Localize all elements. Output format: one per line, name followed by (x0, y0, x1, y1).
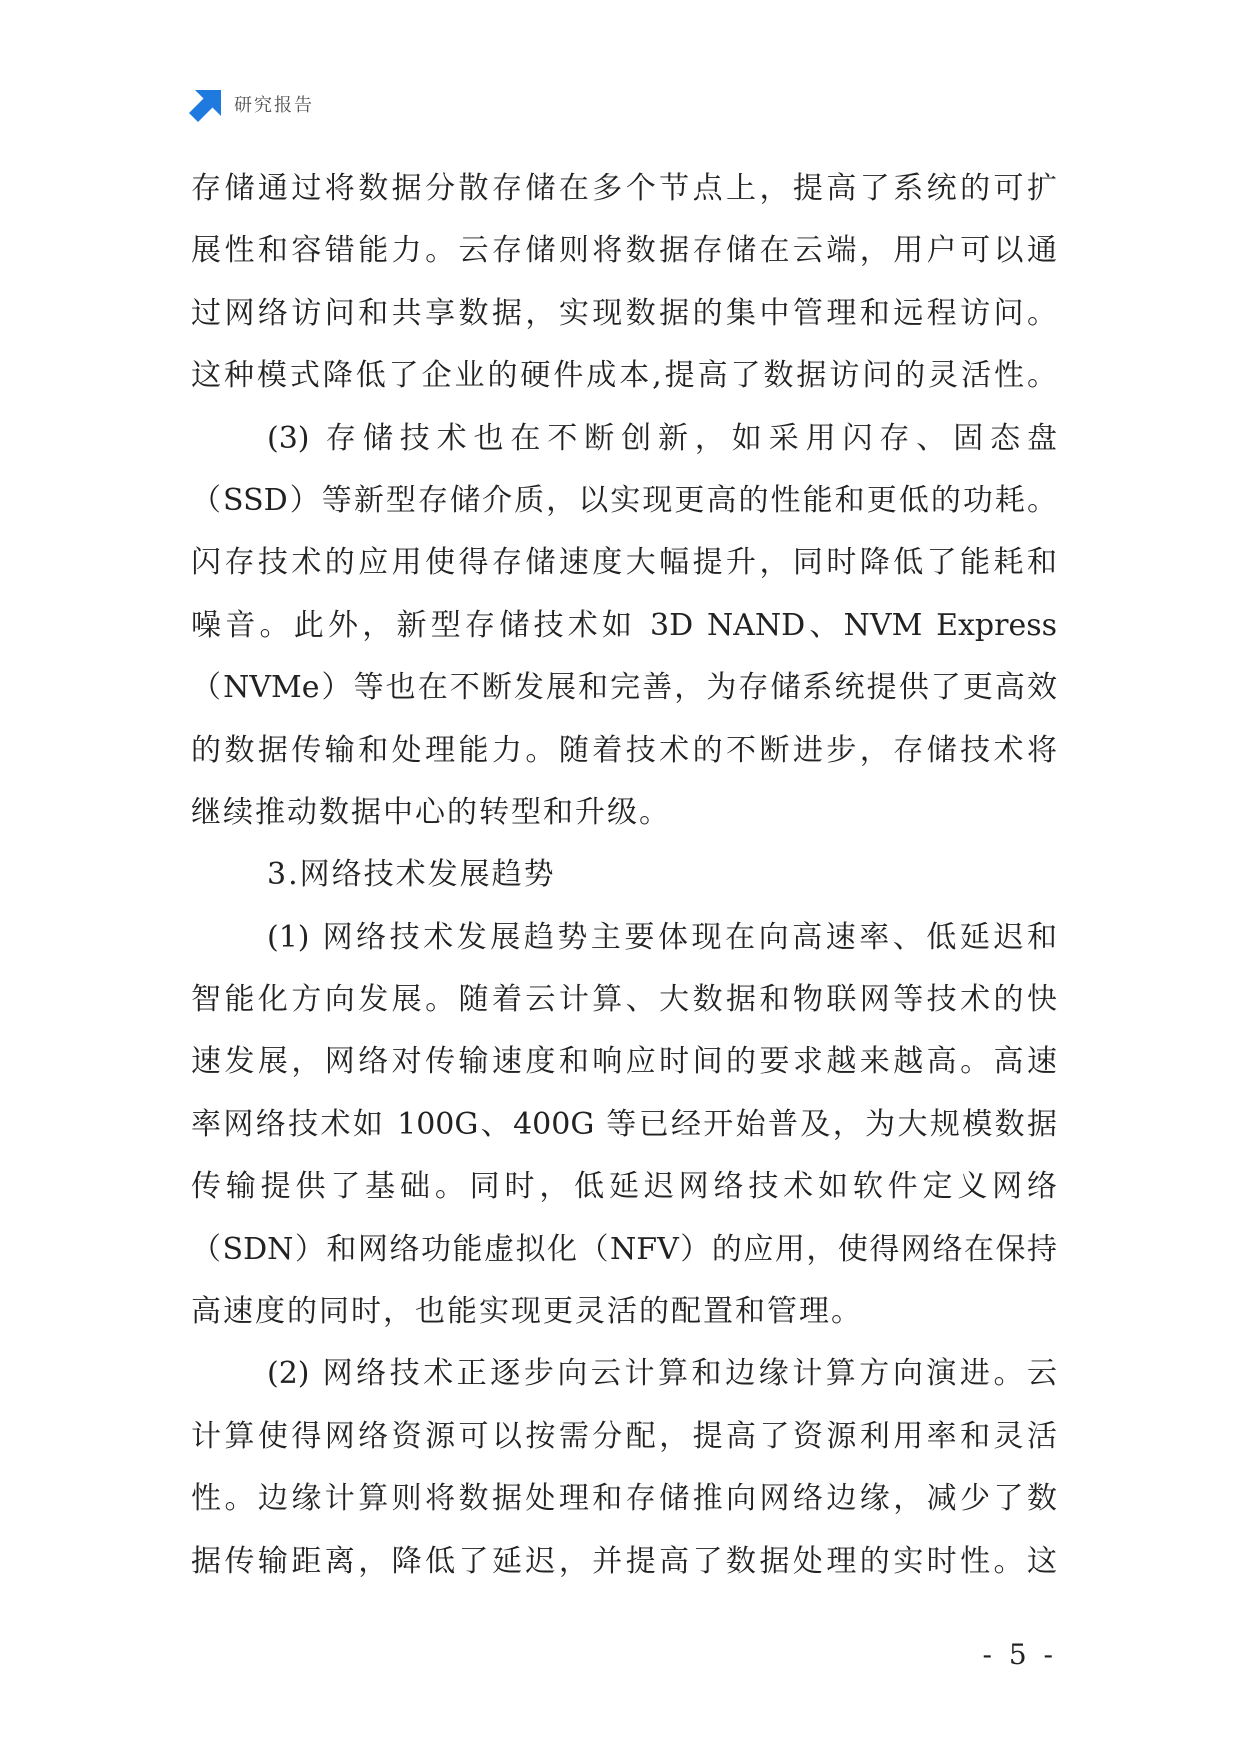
paragraph (191, 907, 1057, 1344)
paragraph-line: 过网络访问和共享数据，实现数据的集中管理和远程访问。 (191, 295, 1057, 331)
paragraph-line: 噪音。此外，新型存储技术如 3D NAND、NVM Express (191, 607, 1057, 643)
paragraph-line: 传输提供了基础。同时，低延迟网络技术如软件定义网络 (191, 1169, 1057, 1205)
paragraph (191, 408, 1057, 845)
paragraph-line: （NVMe）等也在不断发展和完善，为存储系统提供了更高效 (191, 670, 1057, 706)
paragraph-line: 计算使得网络资源可以按需分配，提高了资源利用率和灵活 (191, 1418, 1057, 1454)
paragraph-line: (2) 网络技术正逐步向云计算和边缘计算方向演进。云 (267, 1356, 1057, 1392)
paragraph-line: 存储通过将数据分散存储在多个节点上，提高了系统的可扩 (191, 171, 1057, 206)
report-header-title: 研究报告 (234, 95, 314, 116)
paragraph (191, 1343, 1057, 1593)
report-header (189, 90, 314, 122)
paragraph-line: （SSD）等新型存储介质，以实现更高的性能和更低的功耗。 (191, 482, 1057, 518)
document-body (191, 158, 1057, 1593)
page-number: - 5 - (982, 1638, 1057, 1671)
paragraph-line: 性。边缘计算则将数据处理和存储推向网络边缘，减少了数 (191, 1481, 1057, 1517)
paragraph-line: 展性和容错能力。云存储则将数据存储在云端，用户可以通 (191, 233, 1057, 269)
paragraph-line: 的数据传输和处理能力。随着技术的不断进步，存储技术将 (191, 732, 1057, 768)
paragraph-line: 继续推动数据中心的转型和升级。 (191, 794, 671, 830)
section-heading: 3.网络技术发展趋势 (267, 857, 556, 893)
paragraph-line: 据传输距离，降低了延迟，并提高了数据处理的实时性。这 (191, 1543, 1057, 1579)
paragraph-line: 速发展，网络对传输速度和响应时间的要求越来越高。高速 (191, 1044, 1057, 1080)
paragraph-line: (3) 存储技术也在不断创新，如采用闪存、固态盘 (267, 420, 1057, 456)
paragraph-line: 高速度的同时，也能实现更灵活的配置和管理。 (191, 1294, 863, 1330)
arrow-logo-icon (189, 90, 221, 122)
paragraph-line: 智能化方向发展。随着云计算、大数据和物联网等技术的快 (191, 982, 1057, 1018)
paragraph-line: 率网络技术如 100G、400G 等已经开始普及，为大规模数据 (191, 1106, 1057, 1142)
paragraph-line: (1) 网络技术发展趋势主要体现在向高速率、低延迟和 (267, 919, 1057, 955)
paragraph-line: 这种模式降低了企业的硬件成本,提高了数据访问的灵活性。 (191, 358, 1057, 394)
paragraph (191, 158, 1057, 408)
paragraph-line: 闪存技术的应用使得存储速度大幅提升，同时降低了能耗和 (191, 545, 1057, 581)
paragraph-line: （SDN）和网络功能虚拟化（NFV）的应用，使得网络在保持 (191, 1231, 1057, 1267)
